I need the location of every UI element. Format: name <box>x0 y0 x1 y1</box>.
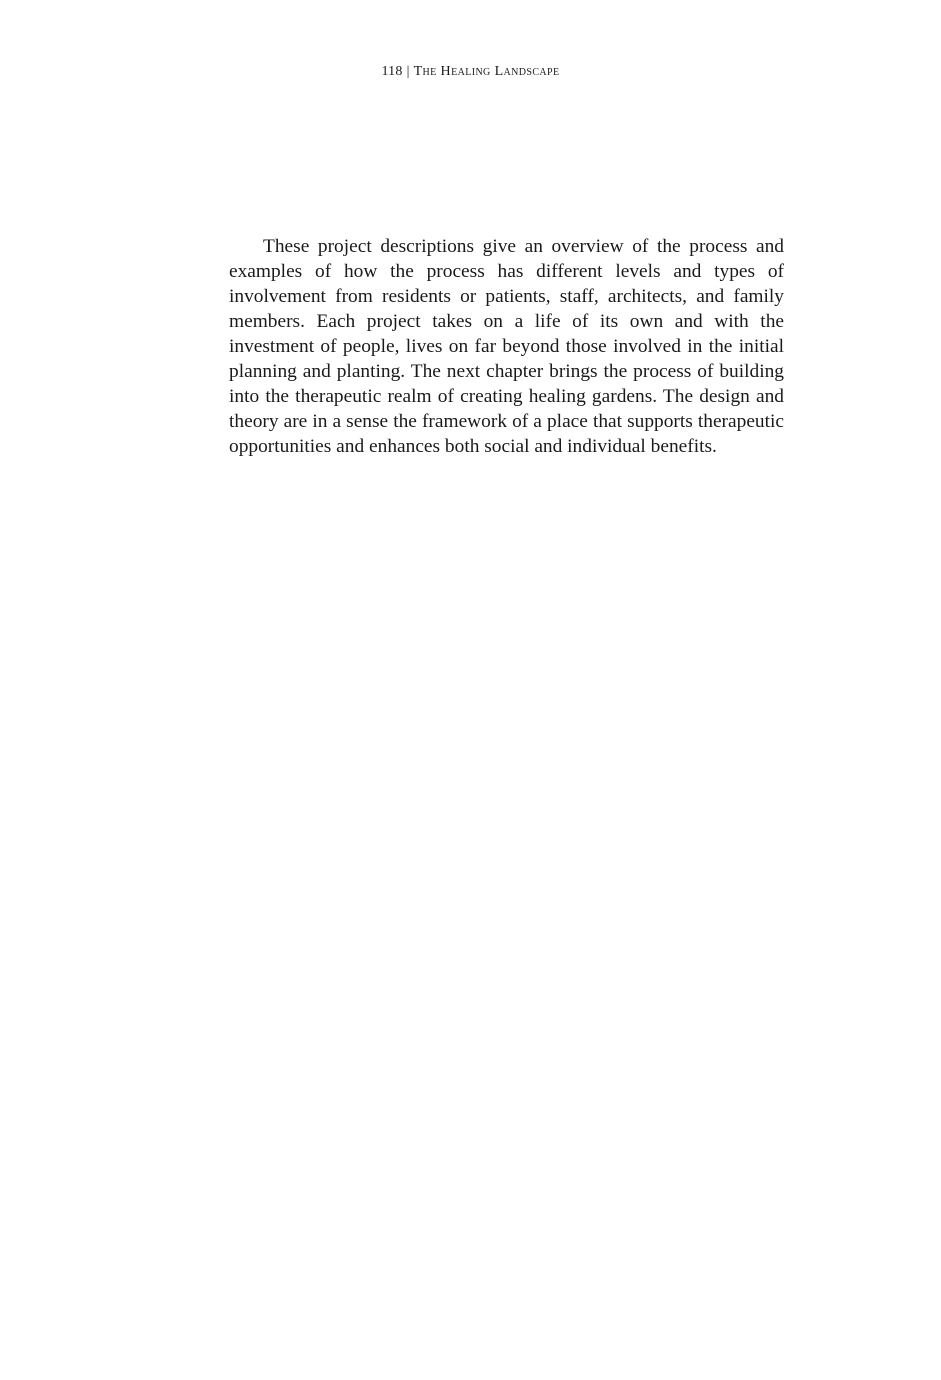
page-number: 118 <box>381 64 403 79</box>
header-separator: | <box>406 64 410 79</box>
running-head <box>0 64 941 80</box>
body-paragraph: These project descriptions give an overview of the process and examples of how the process has different levels and types of involvement from residents or patients, staff, architects, and family members. Each project takes on a life of its own and with the investment of people, lives on far beyond those involved in the initial planning and planting. The next chapter brings the process of building into the therapeutic realm of creating healing gardens. The design and theory are in a sense the framework of a place that supports therapeutic opportunities and enhances both social and individual benefits. <box>229 236 784 457</box>
book-title: The Healing Landscape <box>413 64 560 79</box>
